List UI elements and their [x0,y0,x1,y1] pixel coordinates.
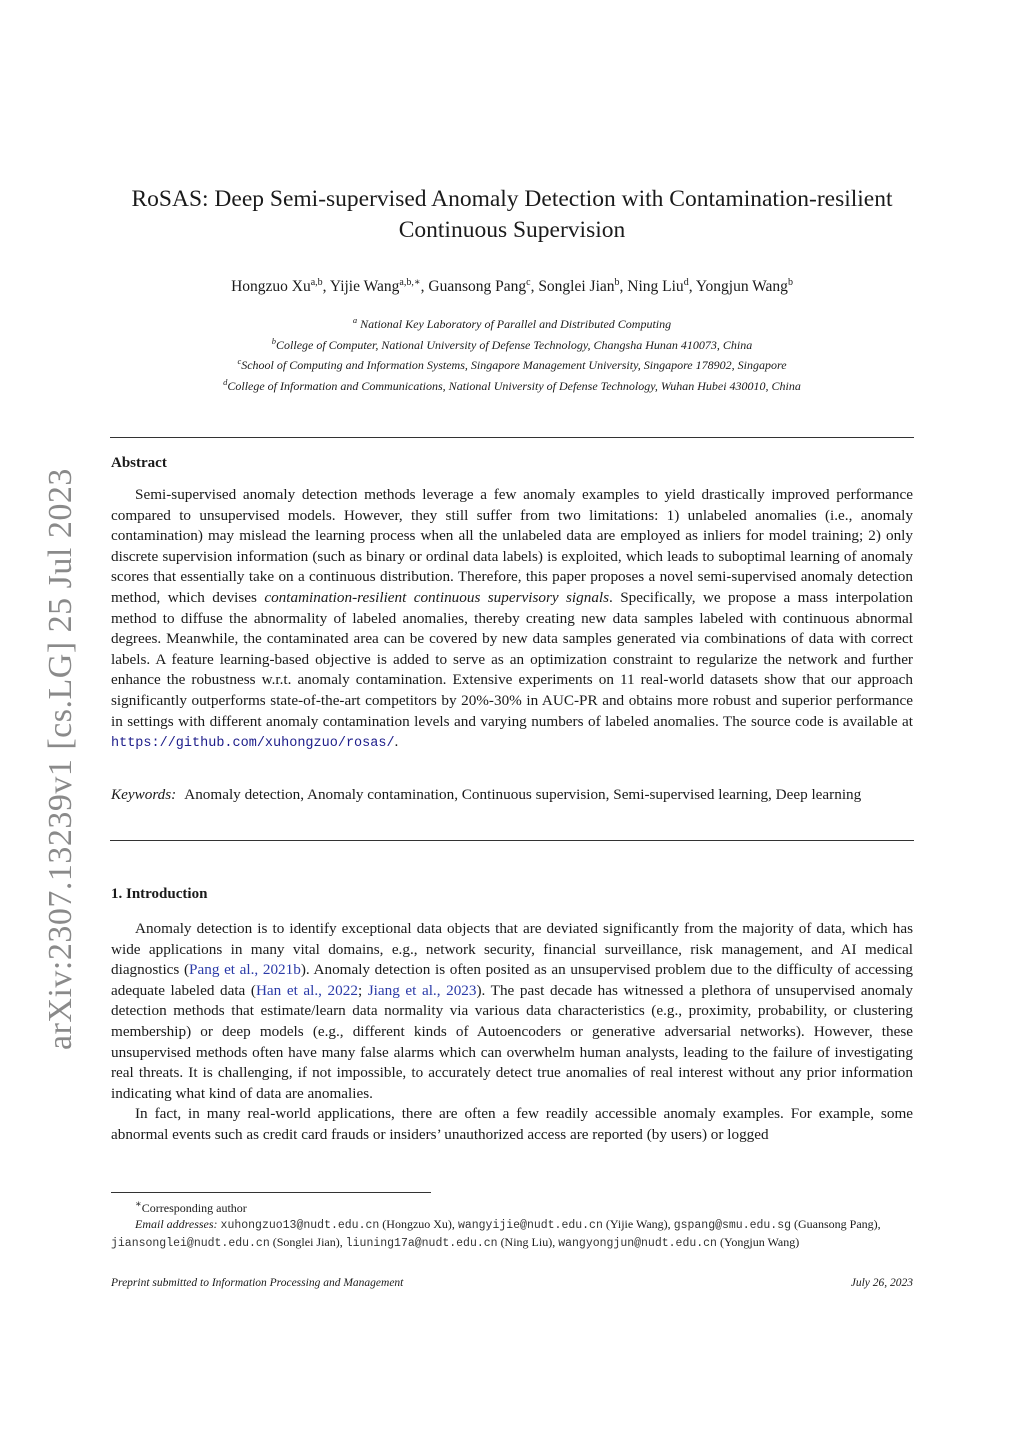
citation-link[interactable]: Jiang et al., 2023 [367,981,477,999]
abstract-top-rule [110,437,914,438]
email-link[interactable]: liuning17a@nudt.edu.cn [345,1237,498,1250]
email-link[interactable]: wangyijie@nudt.edu.cn [457,1219,603,1232]
email-link[interactable]: wangyongjun@nudt.edu.cn [558,1237,717,1250]
arxiv-identifier-stamp: arXiv:2307.13239v1 [cs.LG] 25 Jul 2023 [42,468,79,1050]
footnote-rule [111,1192,431,1193]
footer-journal: Preprint submitted to Information Processing and Management [111,1277,404,1289]
citation-link[interactable]: Han et al., 2022 [255,981,358,999]
abstract-bottom-rule [110,840,914,841]
affiliation: $^b$College of Computer, National University of Defense Technology, Changsha Hunan 410073, China [271,335,753,352]
author: Songlei Jian$^b$, [538,277,628,296]
intro-paragraph-2: In fact, in many real-world applications, there are often a few readily accessible anomaly examples. For example, some abnormal events such as credit card frauds or insiders’ unauthorized access are reported (by users) or logged [111,1105,913,1143]
abstract-body [111,485,913,755]
email-link[interactable]: gspang@smu.edu.sg [673,1219,792,1232]
introduction-body [111,919,913,1146]
affiliation-list [110,312,914,394]
footer-date: July 26, 2023 [850,1277,913,1289]
email-link[interactable]: xuhongzuo13@nudt.edu.cn [220,1219,380,1232]
introduction-heading: 1. Introduction [111,886,208,902]
corresponding-author-note: ∗Corresponding author [135,1199,247,1215]
affiliation: $^d$College of Information and Communications, National University of Defense Technology, Wuhan Hubei 430010, China [223,376,801,393]
author: Yijie Wang$^{a,b,∗}$, [329,277,429,296]
abstract-heading: Abstract [111,455,167,471]
author: Yongjun Wang$^b$ [695,277,793,296]
source-code-link[interactable]: https://github.com/xuhongzuo/rosas/ [111,736,395,752]
email-link[interactable]: jiansonglei@nudt.edu.cn [111,1237,270,1250]
author: Guansong Pang$^c$, [428,277,539,296]
footnote [111,1197,913,1252]
author-list [110,272,914,298]
keywords-text: Anomaly detection, Anomaly contamination, Continuous supervision, Semi-supervised learning, Deep learning [184,786,862,803]
paper-title [110,184,914,246]
intro-paragraph-1: Anomaly detection is to identify exceptional data objects that are deviated significantly from the majority of data, which has wide applications in many vital domains, e.g., network security, financial surveillance, risk management, and AI medical diagnostics (Pang et al., 2021b). Anomaly detection is often posited as an unsupervised problem due to the difficulty of accessing adequate labeled data (Han et al., 2022; Jiang et al., 2023). The past decade has witnessed a plethora of unsupervised anomaly detection methods that estimate/learn data normality via various data characteristics (e.g., proximity, probability, or clustering membership) or deep models (e.g., different kinds of Autoencoders or generative adversarial networks). However, these unsupervised methods often have many false alarms which can overwhelm human analysts, leading to the failure of investigating real threats. It is challenging, if not impossible, to accurately detect true anomalies of real interest without any prior information indicating what kind of data are anomalies. [111,920,914,1102]
title-line-1: RoSAS: Deep Semi-supervised Anomaly Detection with Contamination-resilient [131,186,893,212]
email-addresses: Email addresses: xuhongzuo13@nudt.edu.cn (Hongzuo Xu), wangyijie@nudt.edu.cn (Yijie Wang), gspang@smu.edu.sg (Guansong Pang), jiansonglei@nudt.edu.cn (Songlei Jian), liuning17a@nudt.edu.cn (Ning Liu), wangyongjun@nudt.edu.cn (Yongjun Wang) [111,1217,881,1250]
affiliation: $^a$ National Key Laboratory of Parallel and Distributed Computing [352,315,672,331]
keywords [111,785,913,806]
citation-link[interactable]: Pang et al., 2021b [189,961,301,979]
author: Ning Liu$^d$, [627,277,696,296]
affiliation: $^c$School of Computing and Information Systems, Singapore Management University, Singapore 178902, Singapore [237,356,787,372]
author: Hongzuo Xu$^{a,b}$, [231,277,330,296]
keywords-label: Keywords: [111,786,177,803]
abstract-paragraph: Semi-supervised anomaly detection methods leverage a few anomaly examples to yield drastically improved performance compared to unsupervised models. However, they still suffer from two limitations: 1) unlabeled anomalies (i.e., anomaly contamination) may mislead the learning process when all the unlabeled data are employed as inliers for model training; 2) only discrete supervision information (such as binary or ordinal data labels) is exploited, which leads to suboptimal learning of anomaly scores that essentially take on a continuous distribution. Therefore, this paper proposes a novel semi-supervised anomaly detection method, which devises contamination-resilient continuous supervisory signals. Specifically, we propose a mass interpolation method to diffuse the abnormality of labeled anomalies, thereby creating new data samples labeled with continuous abnormal degrees. Meanwhile, the contaminated area can be covered by new data samples generated via combinations of data with correct labels. A feature learning-based objective is added to serve as an optimization constraint to regularize the network and further enhance the robustness w.r.t. anomaly contamination. Extensive experiments on 11 real-world datasets show that our approach significantly outperforms state-of-the-art competitors by 20%-30% in AUC-PR and obtains more robust and superior performance in settings with different anomaly contamination levels and varying numbers of labeled anomalies. The source code is available at https://github.com/xuhongzuo/rosas/. [111,486,913,752]
title-line-2: Continuous Supervision [398,217,626,243]
